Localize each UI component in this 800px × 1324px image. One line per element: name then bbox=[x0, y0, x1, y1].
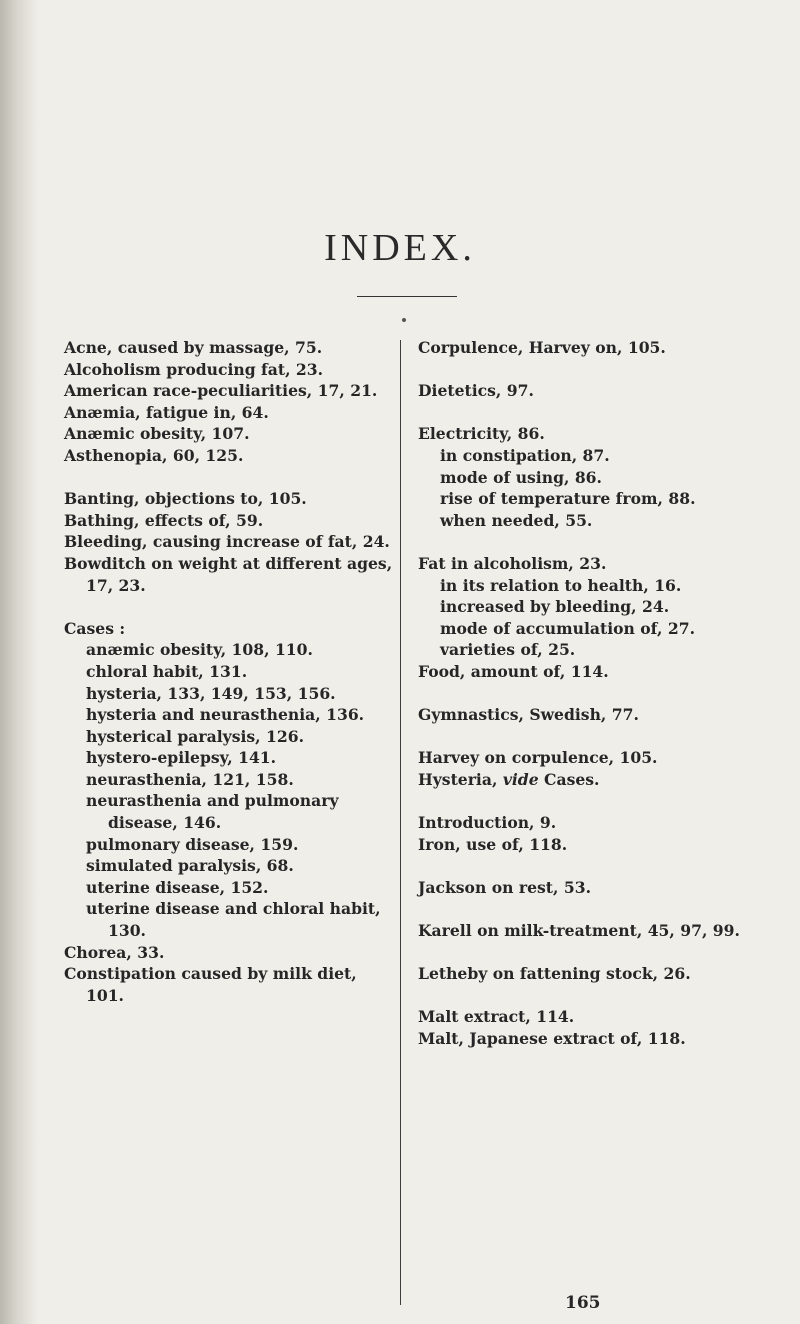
index-entry bbox=[418, 769, 785, 791]
index-subentry: rise of temperature from, 88. bbox=[440, 489, 696, 509]
index-entry: Electricity, 86. bbox=[418, 424, 545, 444]
entry-spacer bbox=[64, 596, 399, 618]
entry-spacer bbox=[418, 898, 785, 920]
index-entry: Anæmia, fatigue in, 64. bbox=[64, 402, 269, 422]
index-entry: Fat in alcoholism, 23. bbox=[418, 553, 607, 573]
index-entry: Acne, caused by massage, 75. bbox=[64, 338, 323, 357]
index-subentry: increased by bleeding, 24. bbox=[440, 597, 670, 617]
index-subentry: varieties of, 25. bbox=[440, 640, 576, 660]
index-subentry: in constipation, 87. bbox=[440, 445, 610, 465]
entry-spacer bbox=[418, 942, 785, 964]
index-entry: Malt extract, 114. bbox=[418, 1007, 575, 1027]
index-entry: Asthenopia, 60, 125. bbox=[64, 445, 244, 465]
index-entry: Jackson on rest, 53. bbox=[418, 877, 592, 897]
title-rule bbox=[357, 296, 457, 297]
index-entry: American race-peculiarities, 17, 21. bbox=[64, 381, 378, 401]
index-entry: Karell on milk-treatment, 45, 97, 99. bbox=[418, 921, 740, 941]
entry-text: Hysteria, bbox=[418, 769, 503, 789]
entry-spacer bbox=[418, 683, 785, 705]
entry-text: Cases. bbox=[538, 769, 600, 789]
entry-spacer bbox=[418, 855, 785, 877]
page-title: INDEX. bbox=[324, 227, 476, 269]
index-entry: Chorea, 33. bbox=[64, 942, 165, 962]
index-subentry: in its relation to health, 16. bbox=[440, 575, 682, 595]
index-subentry: chloral habit, 131. bbox=[86, 661, 248, 681]
printer-mark bbox=[402, 318, 406, 322]
index-entry: Dietetics, 97. bbox=[418, 381, 534, 401]
index-entry: Iron, use of, 118. bbox=[418, 834, 568, 854]
index-subentry: uterine disease, 152. bbox=[86, 877, 269, 897]
index-subentry: when needed, 55. bbox=[440, 510, 593, 530]
index-entry: Banting, objections to, 105. bbox=[64, 489, 307, 509]
left-index-column bbox=[64, 337, 399, 1006]
index-subentry: hysterical paralysis, 126. bbox=[86, 726, 305, 746]
index-entry: Constipation caused by milk diet, 101. bbox=[64, 964, 357, 1005]
index-subentry: uterine disease and chloral habit, 130. bbox=[86, 899, 381, 941]
index-entry: Cases : bbox=[64, 618, 126, 638]
index-subentry: mode of accumulation of, 27. bbox=[440, 618, 696, 638]
index-subentry: hysteria, 133, 149, 153, 156. bbox=[86, 683, 336, 703]
entry-italic-text: vide bbox=[502, 769, 539, 789]
index-entry: Alcoholism producing fat, 23. bbox=[64, 359, 324, 379]
entry-spacer bbox=[64, 467, 399, 489]
entry-spacer bbox=[418, 359, 785, 381]
index-subentry: hystero-epilepsy, 141. bbox=[86, 748, 277, 768]
index-entry: Introduction, 9. bbox=[418, 813, 557, 833]
index-entry: Gymnastics, Swedish, 77. bbox=[418, 705, 639, 725]
index-entry: Bleeding, causing increase of fat, 24. bbox=[64, 532, 390, 552]
index-subentry: pulmonary disease, 159. bbox=[86, 834, 299, 854]
entry-spacer bbox=[418, 985, 785, 1007]
entry-spacer bbox=[418, 790, 785, 812]
entry-spacer bbox=[418, 531, 785, 553]
page-number: 165 bbox=[565, 1293, 601, 1313]
index-entry: Corpulence, Harvey on, 105. bbox=[418, 338, 666, 357]
index-subentry: simulated paralysis, 68. bbox=[86, 856, 294, 876]
entry-spacer bbox=[418, 402, 785, 424]
index-entry: Anæmic obesity, 107. bbox=[64, 424, 250, 444]
index-subentry: neurasthenia and pulmonary disease, 146. bbox=[86, 791, 339, 833]
index-entry: Bowditch on weight at different ages, 17, 23. bbox=[64, 553, 393, 595]
index-subentry: hysteria and neurasthenia, 136. bbox=[86, 705, 365, 725]
right-index-column bbox=[418, 337, 785, 1050]
index-entry: Malt, Japanese extract of, 118. bbox=[418, 1029, 686, 1048]
index-entry: Letheby on fattening stock, 26. bbox=[418, 964, 691, 984]
entry-spacer bbox=[418, 726, 785, 748]
index-subentry: neurasthenia, 121, 158. bbox=[86, 769, 294, 789]
column-divider bbox=[400, 340, 401, 1305]
index-subentry: mode of using, 86. bbox=[440, 467, 602, 487]
index-subentry: anæmic obesity, 108, 110. bbox=[86, 640, 313, 660]
page-edge-shadow bbox=[0, 0, 38, 1324]
index-entry: Harvey on corpulence, 105. bbox=[418, 748, 658, 768]
index-entry: Food, amount of, 114. bbox=[418, 661, 609, 681]
index-entry: Bathing, effects of, 59. bbox=[64, 510, 264, 530]
